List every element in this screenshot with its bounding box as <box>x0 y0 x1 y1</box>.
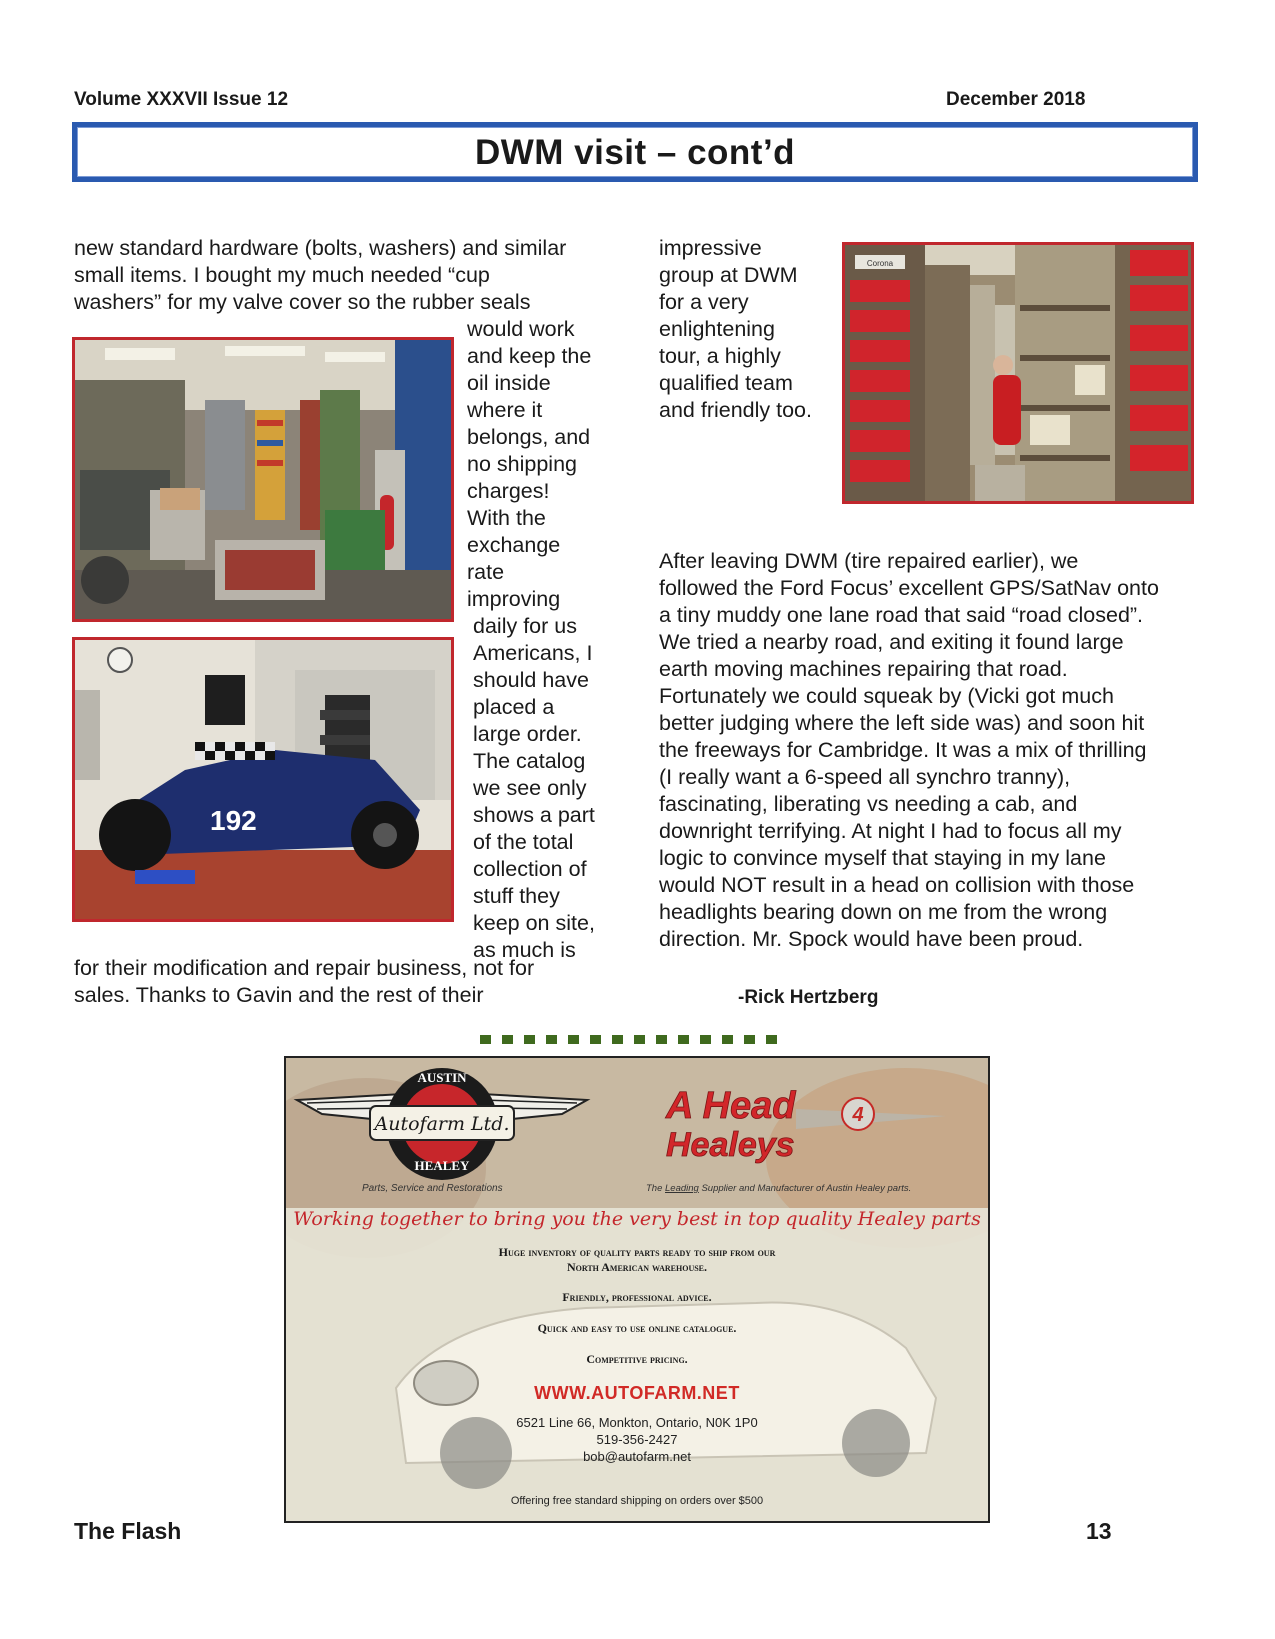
contact-info <box>286 1414 988 1465</box>
text-line: direction. Mr. Spock would have been proud. <box>659 927 1084 951</box>
bin-label: Corona <box>866 259 894 268</box>
text-line: rate <box>467 560 505 584</box>
text-line: After leaving DWM (tire repaired earlier), we <box>659 549 1079 573</box>
text-line: for their modification and repair business, not for <box>74 956 535 980</box>
feature-catalogue: Quick and easy to use online catalogue. <box>537 1321 737 1335</box>
logo-script-text: Autofarm Ltd. <box>374 1113 510 1135</box>
shipping-offer: Offering free standard shipping on orders over $500 <box>510 1495 764 1507</box>
text-line: The catalog <box>473 749 586 773</box>
text-line: belongs, and <box>467 425 591 449</box>
feature-line: North American warehouse. <box>566 1260 708 1274</box>
text-line: Americans, I <box>473 641 593 665</box>
austin-healey-logo <box>292 1062 592 1192</box>
a-head-4-healeys-logo <box>656 1074 956 1174</box>
text-line: headlights bearing down on me from the wrong <box>659 900 1108 924</box>
text-line: the freeways for Cambridge. It was a mix of thrilling <box>659 738 1147 762</box>
text-line: tour, a highly <box>659 344 781 368</box>
text-line: With the <box>467 506 546 530</box>
text-line: and friendly too. <box>659 398 812 422</box>
feature-inventory <box>286 1245 988 1275</box>
text-line: oil inside <box>467 371 551 395</box>
author-signature: -Rick Hertzberg <box>738 987 879 1008</box>
race-car-illustration <box>75 640 451 919</box>
text-line: group at DWM <box>659 263 798 287</box>
text-line: would NOT result in a head on collision with those <box>659 873 1135 897</box>
parts-warehouse-photo <box>842 242 1194 504</box>
text-line: large order. <box>473 722 582 746</box>
text-line: (I really want a 6-speed all synchro tranny), <box>659 765 1071 789</box>
brand-number: 4 <box>852 1104 864 1126</box>
text-line: would work <box>467 317 575 341</box>
workshop-illustration <box>75 340 451 619</box>
text-line: followed the Ford Focus’ excellent GPS/SatNav onto <box>659 576 1159 600</box>
text-line: placed a <box>473 695 555 719</box>
text-line: downright terrifying. At night I had to focus all my <box>659 819 1122 843</box>
text-line: daily for us <box>473 614 577 638</box>
issue-date: December 2018 <box>946 89 1086 110</box>
text-line: small items. I bought my much needed “cup <box>74 263 490 287</box>
text-line: logic to convince myself that staying in my lane <box>659 846 1106 870</box>
autofarm-advertisement <box>284 1056 990 1523</box>
text-line: we see only <box>473 776 587 800</box>
text-line: and keep the <box>467 344 592 368</box>
left-tagline: Parts, Service and Restorations <box>362 1183 503 1194</box>
text-line: fascinating, liberating vs needing a cab, and <box>659 792 1078 816</box>
right-wrap <box>659 235 812 424</box>
text-line: enlightening <box>659 317 775 341</box>
section-divider <box>480 1035 777 1044</box>
text-line: of the total <box>473 830 574 854</box>
text-line: improving <box>467 587 561 611</box>
volume-issue: Volume XXXVII Issue 12 <box>74 89 289 110</box>
left-intro <box>74 235 566 316</box>
text-line: better judging where the left side was) and soon hit <box>659 711 1145 735</box>
website-link[interactable]: WWW.AUTOFARM.NET <box>534 1383 740 1403</box>
email-link[interactable]: bob@autofarm.net <box>583 1449 691 1464</box>
text-line: washers” for my valve cover so the rubber seals <box>74 290 531 314</box>
tagline-emphasis: Leading <box>665 1183 699 1194</box>
race-car-photo <box>72 637 454 922</box>
text-line: keep on site, <box>473 911 595 935</box>
feature-pricing: Competitive pricing. <box>586 1352 688 1366</box>
text-line: Fortunately we could squeak by (Vicki got much <box>659 684 1114 708</box>
text-line: charges! <box>467 479 550 503</box>
car-number: 192 <box>210 805 257 836</box>
tagline-suffix: Supplier and Manufacturer of Austin Healey parts. <box>698 1183 912 1194</box>
page-number: 13 <box>1086 1518 1112 1544</box>
text-line: a tiny muddy one lane road that said “road closed”. <box>659 603 1144 627</box>
text-line: exchange <box>467 533 561 557</box>
tagline-prefix: The <box>646 1183 666 1194</box>
address: 6521 Line 66, Monkton, Ontario, N0K 1P0 <box>516 1415 758 1430</box>
text-line: where it <box>467 398 543 422</box>
text-line: new standard hardware (bolts, washers) and similar <box>74 236 567 260</box>
title-banner <box>72 122 1198 182</box>
text-line: collection of <box>473 857 587 881</box>
brand-line-2: Healeys <box>666 1126 795 1164</box>
logo-bottom-text: HEALEY <box>414 1158 470 1173</box>
text-line: no shipping <box>467 452 577 476</box>
text-line: We tried a nearby road, and exiting it found large <box>659 630 1124 654</box>
feature-line: Huge inventory of quality parts ready to ship from our <box>498 1245 776 1259</box>
text-line: qualified team <box>659 371 793 395</box>
publication-name: The Flash <box>74 1518 182 1544</box>
text-line: earth moving machines repairing that road. <box>659 657 1068 681</box>
ad-slogan: Working together to bring you the very best in top quality Healey parts <box>293 1208 981 1230</box>
article-title: DWM visit – cont’d <box>474 133 796 172</box>
text-line: for a very <box>659 290 749 314</box>
workshop-photo <box>72 337 454 622</box>
right-paragraph <box>659 548 1159 953</box>
feature-advice: Friendly, professional advice. <box>562 1290 712 1304</box>
logo-top-text: AUSTIN <box>417 1070 467 1085</box>
text-line: shows a part <box>473 803 595 827</box>
text-line: impressive <box>659 236 762 260</box>
left-wrap-a <box>467 316 591 613</box>
left-wrap-b <box>473 613 595 964</box>
text-line: stuff they <box>473 884 560 908</box>
right-tagline <box>646 1183 911 1194</box>
brand-line-1: A Head <box>666 1085 796 1127</box>
text-line: should have <box>473 668 589 692</box>
phone: 519-356-2427 <box>596 1432 678 1447</box>
text-line: sales. Thanks to Gavin and the rest of their <box>74 983 484 1007</box>
left-outro <box>74 955 534 1009</box>
text-line: as much is <box>473 938 576 962</box>
warehouse-illustration <box>845 245 1191 501</box>
